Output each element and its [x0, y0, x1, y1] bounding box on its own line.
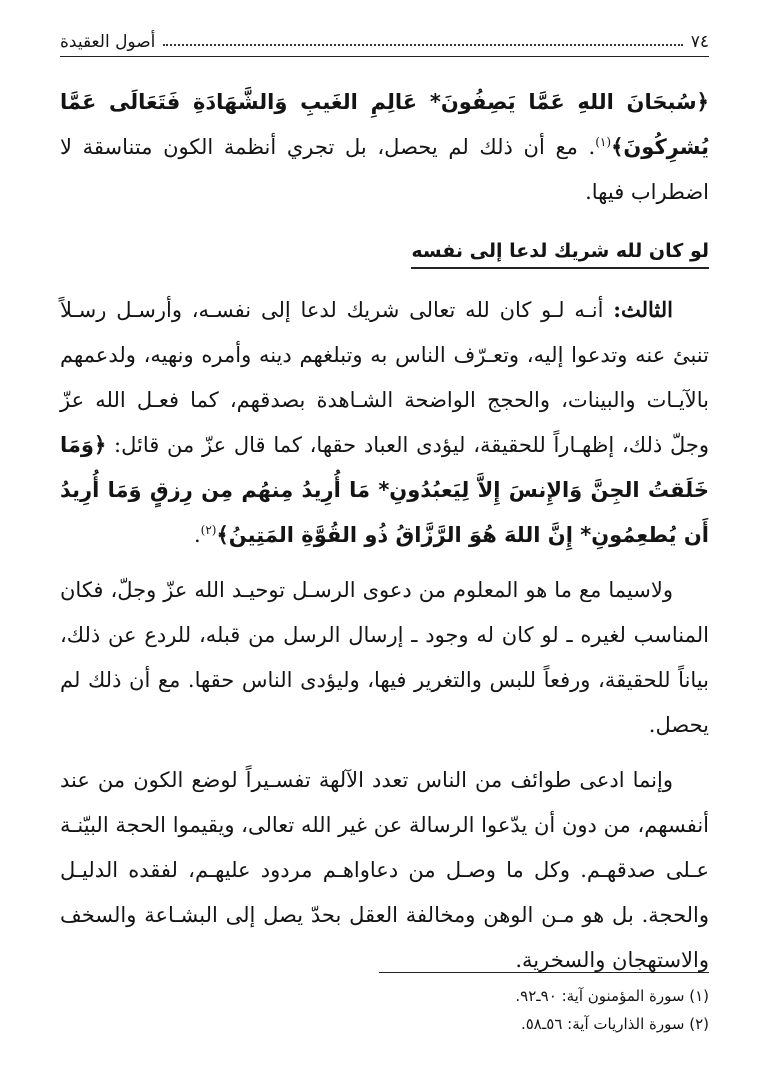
- footnote-marker: (١): [595, 135, 612, 149]
- footnote-separator: [379, 972, 709, 973]
- intro-paragraph: [60, 80, 709, 215]
- running-header: [60, 26, 709, 57]
- section-heading: لو كان لله شريك لدعا إلى نفسه: [411, 235, 709, 269]
- footnotes: [60, 982, 709, 1038]
- intro-text: . مع أن ذلك لم يحصل، بل تجري أنظمة الكون متناسقة لا اضطراب فيها.: [60, 135, 709, 204]
- paragraph-text: أنـه لـو كان لله تعالى شريك لدعا إلى نفسـه، وأرسـل رسـلاً تنبئ عنه وتدعوا إليه، وتعـرّف الناس به وتبلغهم دينه وأمره ونهيه، ولدعمهم بالآيـات والبينات، والحجج الواضحة الشـاهدة بصدقهم، كما فعـل الله عزّ وجلّ ذلك، إظهـاراً للحقيقة، ليؤدى العباد حقها، كما قال عزّ من قائل:: [60, 298, 709, 457]
- quran-verse: ﴿وَمَا خَلَقتُ الجِنَّ وَالإِنسَ إِلاَّ لِيَعبُدُونِ* مَا أُرِيدُ مِنهُم مِن رِزقٍ وَمَا أُرِيدُ أَن يُطعِمُونِ* إِنَّ اللهَ هُوَ الرَّزَّاقُ ذُو القُوَّةِ المَتِينُ﴾: [60, 433, 709, 547]
- footnote-1: (١) سورة المؤمنون آية: ٩٠ـ٩٢.: [515, 987, 709, 1005]
- quran-verse: ﴿سُبحَانَ اللهِ عَمَّا يَصِفُونَ* عَالِمِ الغَيبِ وَالشَّهَادَةِ فَتَعَالَى عَمَّا يُشرِكُونَ﴾: [60, 90, 709, 159]
- book-title: أصول العقيدة: [60, 32, 156, 52]
- paragraph-3: وإنما ادعى طوائف من الناس تعدد الآلهة تفسـيراً لوضع الكون من عند أنفسهم، من دون أن يدّعوا الرسالة عن غير الله تعالى، ويقيموا الحجة البيّنـة عـلى صدقهـم. وكل ما وصـل من دعاواهـم مردود عليهـم، لفقده الدليـل والحجة. بل هو مـن الوهن ومخالفة العقل بحدّ يصل إلى البشـاعة والسخف والاستهجان والسخرية.: [60, 768, 709, 972]
- paragraph-2: ولاسيما مع ما هو المعلوم من دعوى الرسـل توحيـد الله عزّ وجلّ، فكان المناسب لغيره ـ لو كان له وجود ـ إرسال الرسل من قبله، للردع عن ذلك، بياناً للحقيقة، ورفعاً للبس والتغرير فيها، وليؤدى الناس حقها. مع أن ذلك لم يحصل.: [60, 578, 709, 737]
- paragraph-lead: الثالث:: [613, 297, 673, 322]
- footnote-marker: (٢): [200, 523, 217, 537]
- footnote-2: (٢) سورة الذاريات آية: ٥٦ـ٥٨.: [520, 1015, 709, 1033]
- header-leader-dots: [163, 44, 682, 46]
- paragraph-third-argument: [60, 287, 709, 558]
- page-body: [60, 80, 709, 983]
- paragraph-end: .: [193, 523, 201, 547]
- page-number: ٧٤: [690, 32, 709, 52]
